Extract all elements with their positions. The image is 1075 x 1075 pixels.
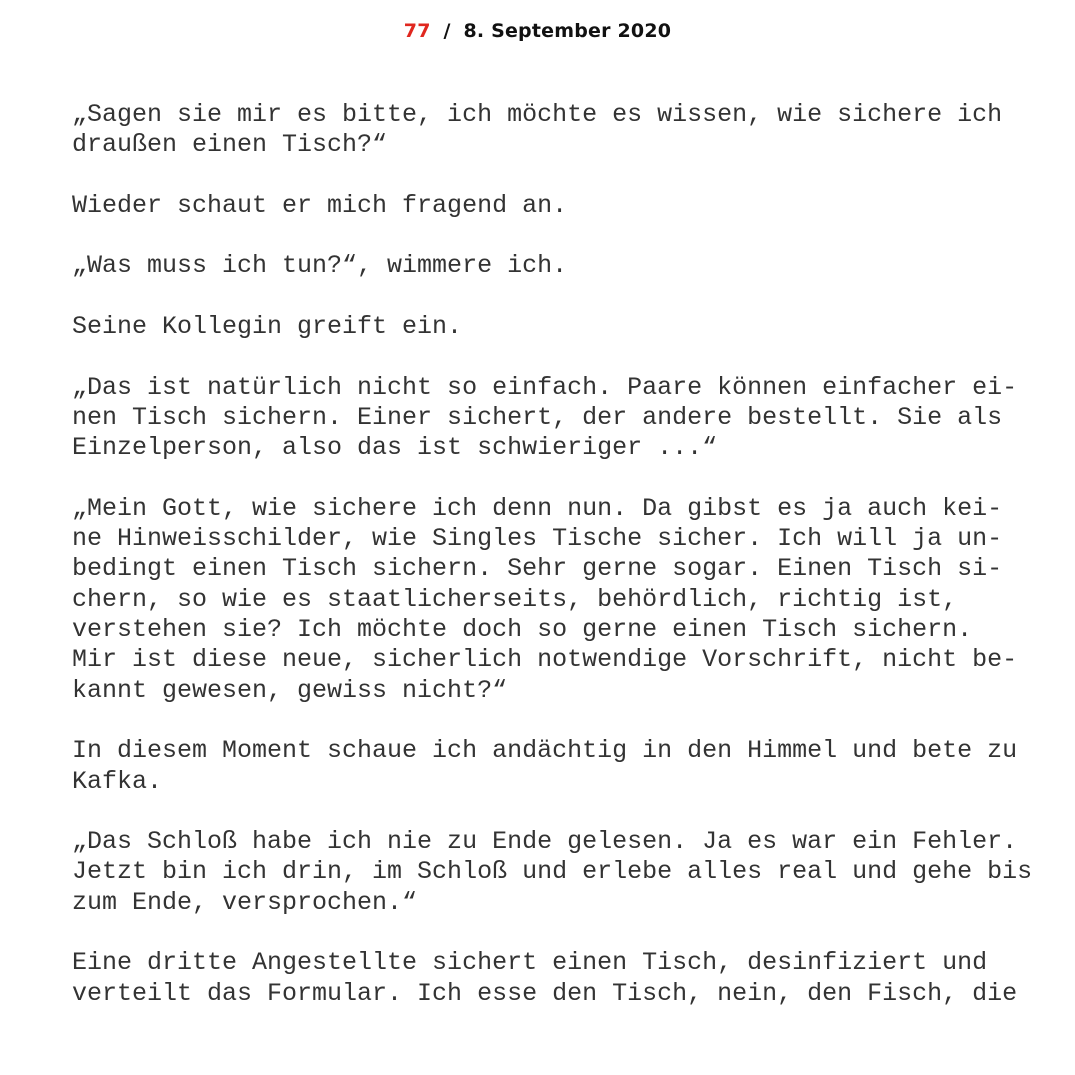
header-separator: / bbox=[443, 20, 451, 42]
body-text bbox=[72, 100, 1062, 1039]
page-header bbox=[0, 18, 1075, 44]
paragraph: Eine dritte Angestellte sichert einen Tisch, desinfiziert und verteilt das Formular. Ich esse den Tisch, nein, den Fisch, die bbox=[72, 948, 1018, 1008]
page-number: 77 bbox=[403, 20, 431, 42]
page-date: 8. September 2020 bbox=[463, 20, 672, 42]
paragraph: „Mein Gott, wie sichere ich denn nun. Da gibst es ja auch kei- ne Hinweisschilder, wie Singles Tische sicher. Ich will ja un- bedingt einen Tisch sichern. Sehr gerne sogar. Einen Tisch si- chern, so wie es staatlicherseits, behördlich, richtig ist, verstehen sie? Ich möchte doch so gerne einen Tisch sichern. Mir ist diese neue, sicherlich notwendige Vorschrift, nicht be- kannt gewesen, gewiss nicht?“ bbox=[72, 493, 1018, 705]
paragraph: Wieder schaut er mich fragend an. bbox=[72, 190, 568, 220]
paragraph: Seine Kollegin greift ein. bbox=[72, 312, 463, 342]
paragraph: „Das Schloß habe ich nie zu Ende gelesen. Ja es war ein Fehler. Jetzt bin ich drin, im Schloß und erlebe alles real und gehe bis zum Ende, versprochen.“ bbox=[72, 827, 1033, 917]
paragraph: „Was muss ich tun?“, wimmere ich. bbox=[72, 251, 568, 281]
paragraph: „Das ist natürlich nicht so einfach. Paare können einfacher ei- nen Tisch sichern. Einer sichert, der andere bestellt. Sie als Einzelperson, also das ist schwieriger ...“ bbox=[72, 372, 1018, 463]
paragraph: „Sagen sie mir es bitte, ich möchte es wissen, wie sichere ich draußen einen Tisch?“ bbox=[72, 100, 1003, 160]
paragraph: In diesem Moment schaue ich andächtig in den Himmel und bete zu Kafka. bbox=[72, 736, 1018, 796]
